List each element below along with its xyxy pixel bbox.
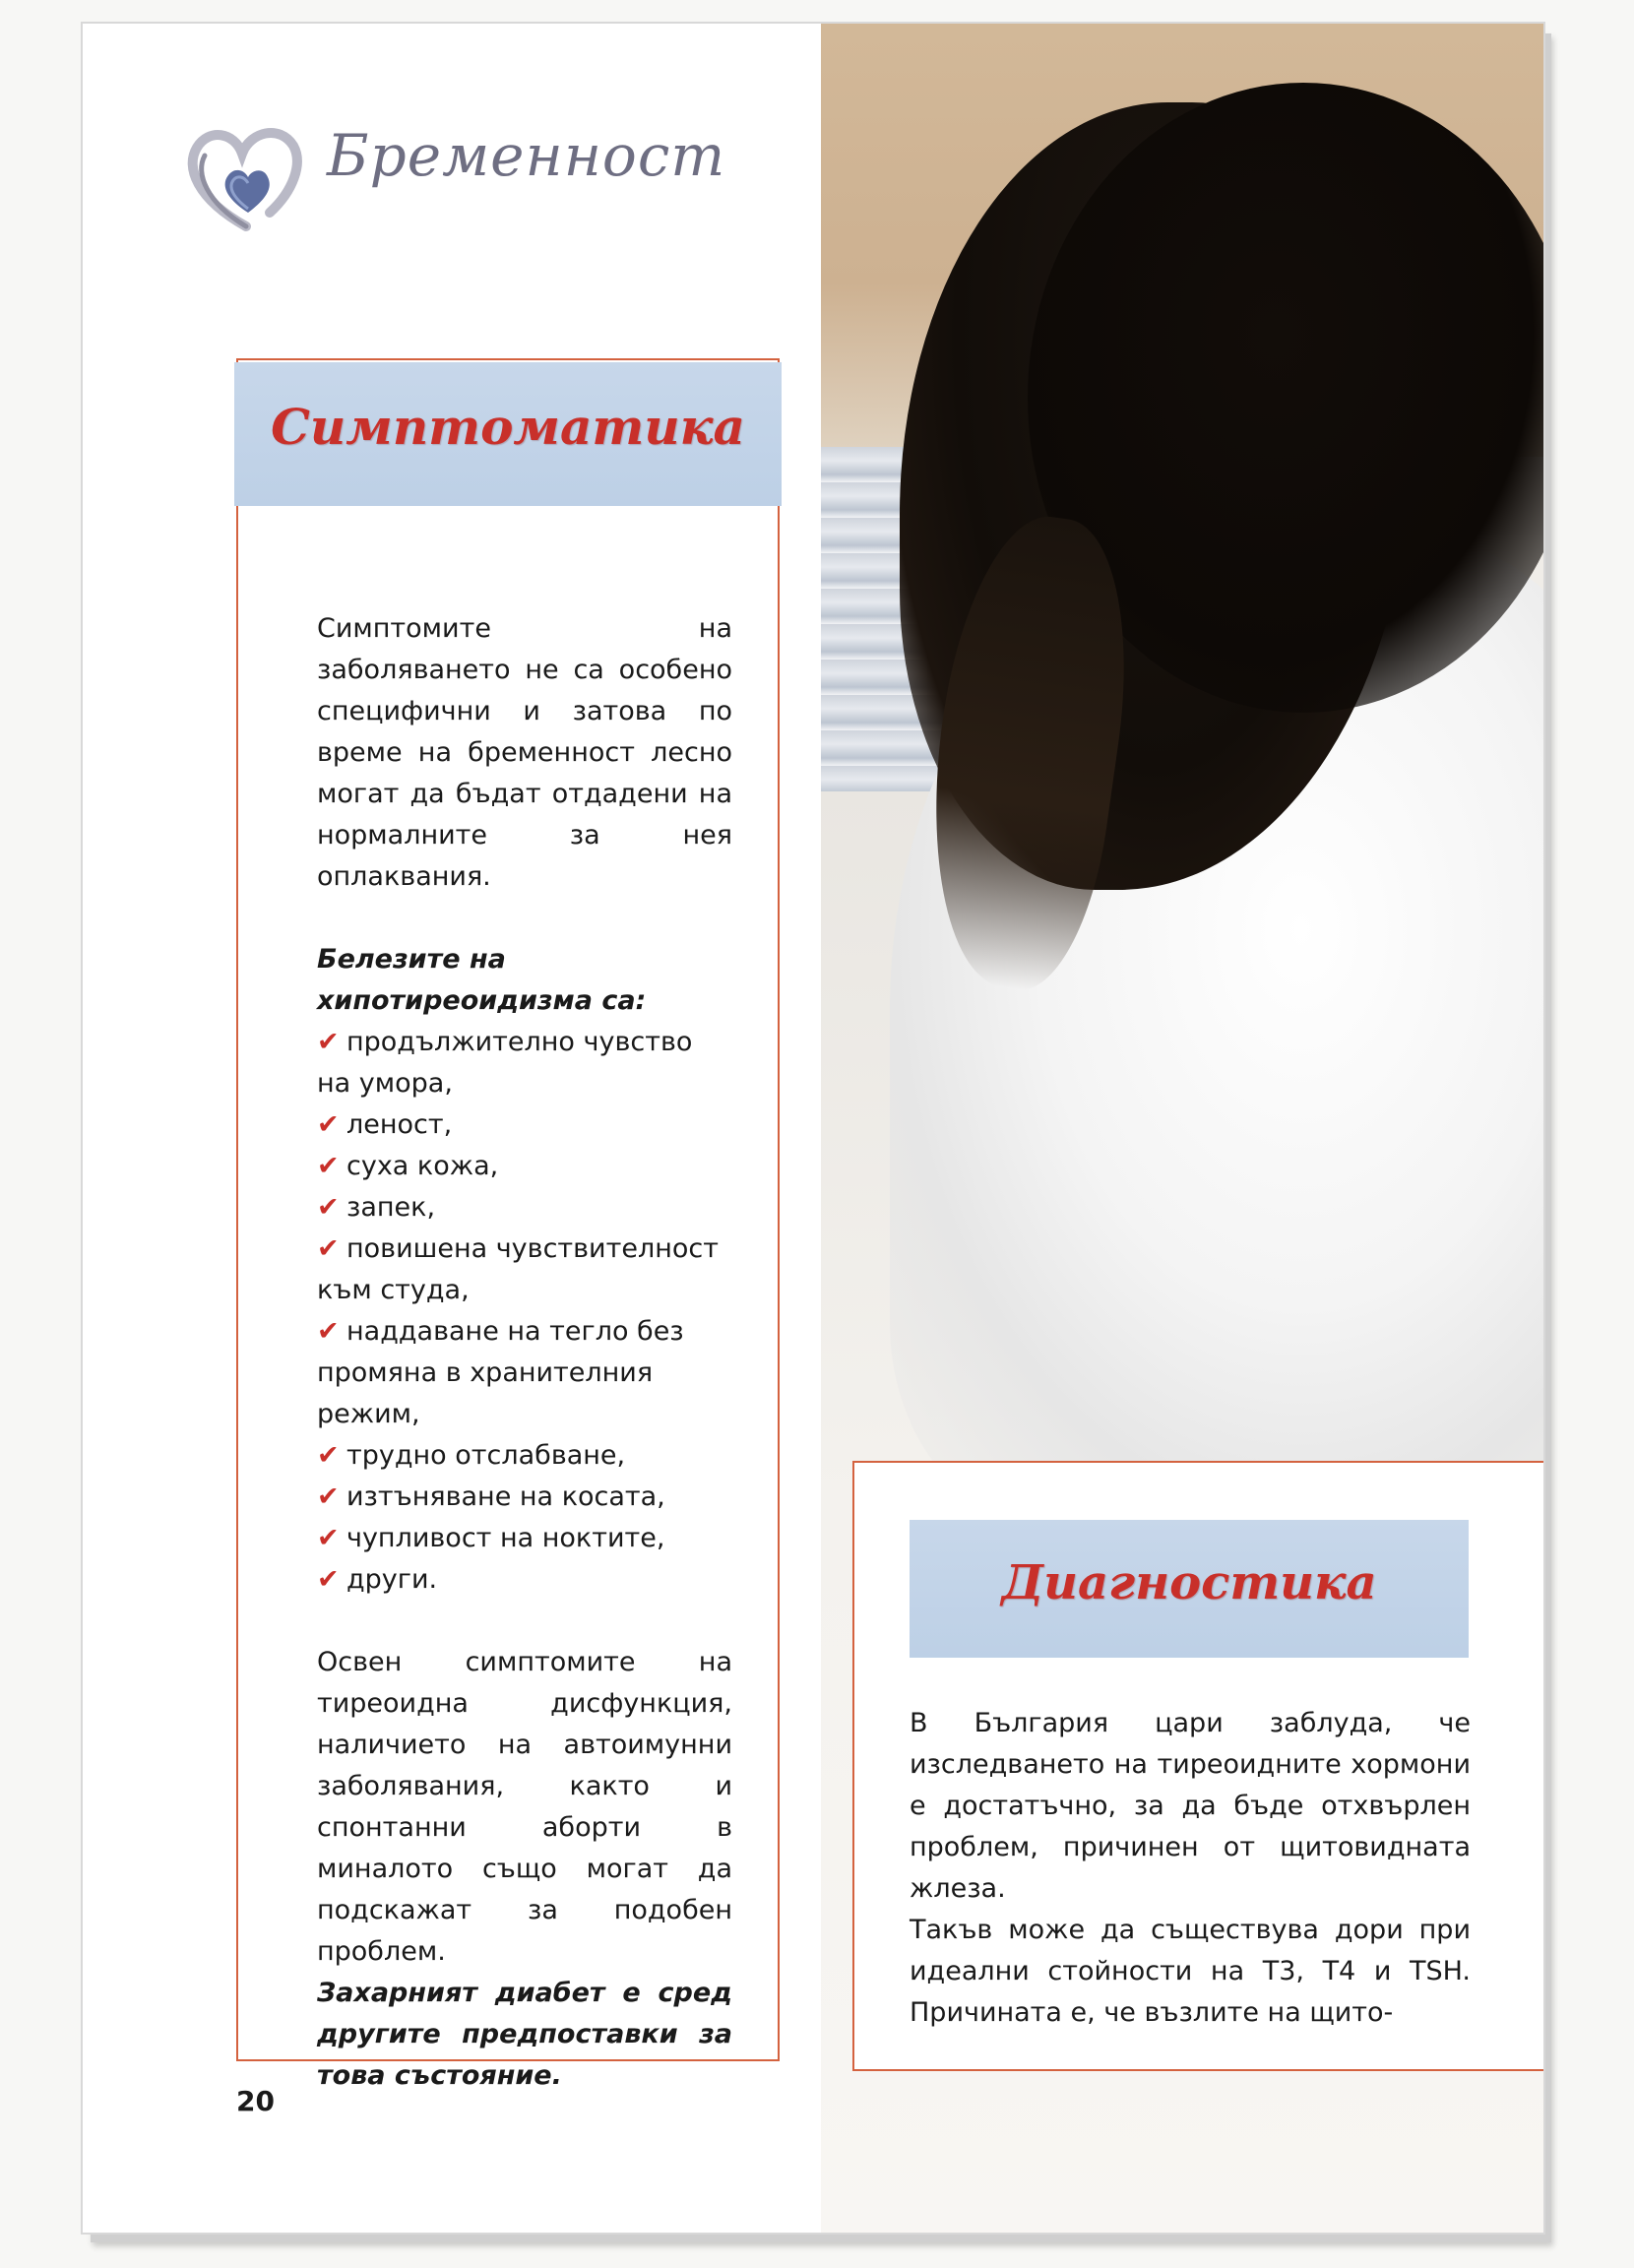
check-icon: ✔ <box>317 1109 340 1140</box>
check-icon: ✔ <box>317 1233 340 1264</box>
list-item: ✔ трудно отслабване, <box>317 1435 732 1477</box>
symptoms-heading-band <box>234 362 782 506</box>
list-item: ✔ наддаване на тегло без промяна в хранителния режим, <box>317 1311 732 1435</box>
heart-logo-icon <box>177 110 315 248</box>
check-icon: ✔ <box>317 1151 340 1181</box>
check-icon: ✔ <box>317 1192 340 1223</box>
page <box>83 24 1543 2233</box>
symptoms-content <box>317 608 732 2097</box>
section-title: Бременност <box>327 122 726 189</box>
list-item: ✔ повишена чувствителност към студа, <box>317 1228 732 1311</box>
check-icon: ✔ <box>317 1440 340 1471</box>
check-icon: ✔ <box>317 1027 340 1057</box>
list-item: ✔ запек, <box>317 1187 732 1228</box>
symptoms-intro: Симптомите на заболяването не са особено специфични и затова по време на бременност лесно могат да бъдат отдадени на нормалните за нея оплаквания. <box>317 613 732 892</box>
diagnostics-heading: Диагностика <box>1001 1555 1377 1610</box>
list-item: ✔ суха кожа, <box>317 1146 732 1187</box>
page-number: 20 <box>236 2085 275 2117</box>
list-item: ✔ продължително чувство на умора, <box>317 1022 732 1104</box>
check-icon: ✔ <box>317 1481 340 1512</box>
diagnostics-paragraph: Такъв може да съществува дори при идеални стойности на Т3, Т4 и TSH. Причината е, че възлите на щито- <box>910 1915 1471 2028</box>
symptoms-outro: Освен симптомите на тиреоидна дисфункция, наличието на автоимунни заболявания, както и спонтанни аборти в миналото също могат да подскажат за подобен проблем. <box>317 1647 732 1967</box>
symptoms-heading: Симптоматика <box>271 398 745 456</box>
signs-heading: Белезите на хипотиреоидизма са: <box>317 944 647 1016</box>
symptoms-emphasis: Захарният диабет е сред другите предпоставки за това състояние. <box>317 1978 732 2091</box>
list-item: ✔ леност, <box>317 1104 732 1146</box>
list-item: ✔ други. <box>317 1559 732 1601</box>
check-icon: ✔ <box>317 1564 340 1595</box>
check-icon: ✔ <box>317 1316 340 1347</box>
diagnostics-heading-band <box>910 1520 1469 1658</box>
diagnostics-paragraph: В България цари заблуда, че изследването на тиреоидните хормони е достатъчно, за да бъде отхвърлен проблем, причинен от щитовидната жлеза. <box>910 1708 1471 1904</box>
list-item: ✔ чупливост на ноктите, <box>317 1518 732 1559</box>
list-item: ✔ изтъняване на косата, <box>317 1477 732 1518</box>
symptom-list <box>317 1022 732 1601</box>
diagnostics-content <box>910 1703 1471 2034</box>
check-icon: ✔ <box>317 1523 340 1553</box>
